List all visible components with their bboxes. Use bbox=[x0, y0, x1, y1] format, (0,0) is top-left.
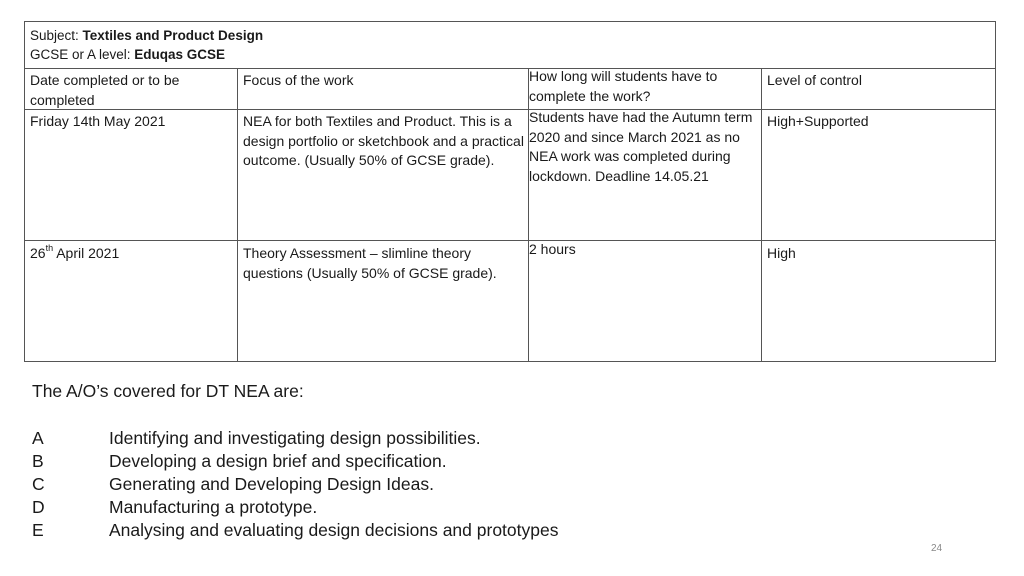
ao-intro: The A/O’s covered for DT NEA are: bbox=[32, 381, 304, 401]
table-row bbox=[25, 241, 995, 361]
column-header-date: Date completed or to be completed bbox=[25, 69, 238, 109]
ao-letter: E bbox=[32, 520, 44, 540]
level-value: Eduqas GCSE bbox=[134, 47, 226, 62]
table-header bbox=[25, 22, 995, 69]
page-number: 24 bbox=[931, 543, 943, 554]
row1-focus: NEA for both Textiles and Product. This is a design portfolio or sketchbook and a practical outcome. (Usually 50% of GCSE grade). bbox=[238, 110, 529, 240]
row2-date-day: 26 bbox=[30, 245, 46, 261]
assessment-table bbox=[24, 21, 996, 362]
ao-text: Generating and Developing Design Ideas. bbox=[109, 474, 434, 494]
ao-letter: D bbox=[32, 497, 45, 517]
subject-label: Subject: bbox=[30, 28, 83, 43]
table-row bbox=[25, 110, 995, 241]
row2-control: High bbox=[767, 245, 796, 261]
row2-date-suffix: th bbox=[45, 243, 54, 253]
ao-text: Developing a design brief and specification. bbox=[109, 451, 447, 471]
row2-focus: Theory Assessment – slimline theory questions (Usually 50% of GCSE grade). bbox=[238, 241, 529, 361]
row1-duration-text: Students have had the Autumn term 2020 and since March 2021 as no NEA work was completed during lockdown. Deadline 14.05.21 bbox=[529, 109, 753, 184]
ao-letter: C bbox=[32, 474, 45, 494]
column-header-row bbox=[25, 69, 995, 110]
ao-letter: A bbox=[32, 428, 44, 448]
row2-date-rest: April 2021 bbox=[53, 245, 120, 261]
row1-control: High+Supported bbox=[767, 113, 869, 129]
column-header-duration-text: How long will students have to complete the work? bbox=[529, 68, 718, 104]
column-header-focus: Focus of the work bbox=[238, 69, 529, 109]
column-header-control: Level of control bbox=[767, 72, 862, 88]
ao-text: Identifying and investigating design possibilities. bbox=[109, 428, 481, 448]
row2-duration bbox=[529, 241, 762, 361]
row2-duration-text: 2 hours bbox=[529, 241, 576, 257]
row1-date: Friday 14th May 2021 bbox=[25, 110, 238, 240]
subject-value: Textiles and Product Design bbox=[82, 28, 264, 43]
ao-text: Analysing and evaluating design decisions and prototypes bbox=[109, 520, 559, 540]
ao-letter: B bbox=[32, 451, 44, 471]
row1-duration bbox=[529, 110, 762, 240]
level-line bbox=[30, 45, 995, 64]
level-label: GCSE or A level: bbox=[30, 47, 135, 62]
subject-line bbox=[30, 26, 995, 45]
column-header-duration bbox=[529, 69, 762, 109]
ao-text: Manufacturing a prototype. bbox=[109, 497, 318, 517]
row2-date bbox=[25, 241, 238, 361]
